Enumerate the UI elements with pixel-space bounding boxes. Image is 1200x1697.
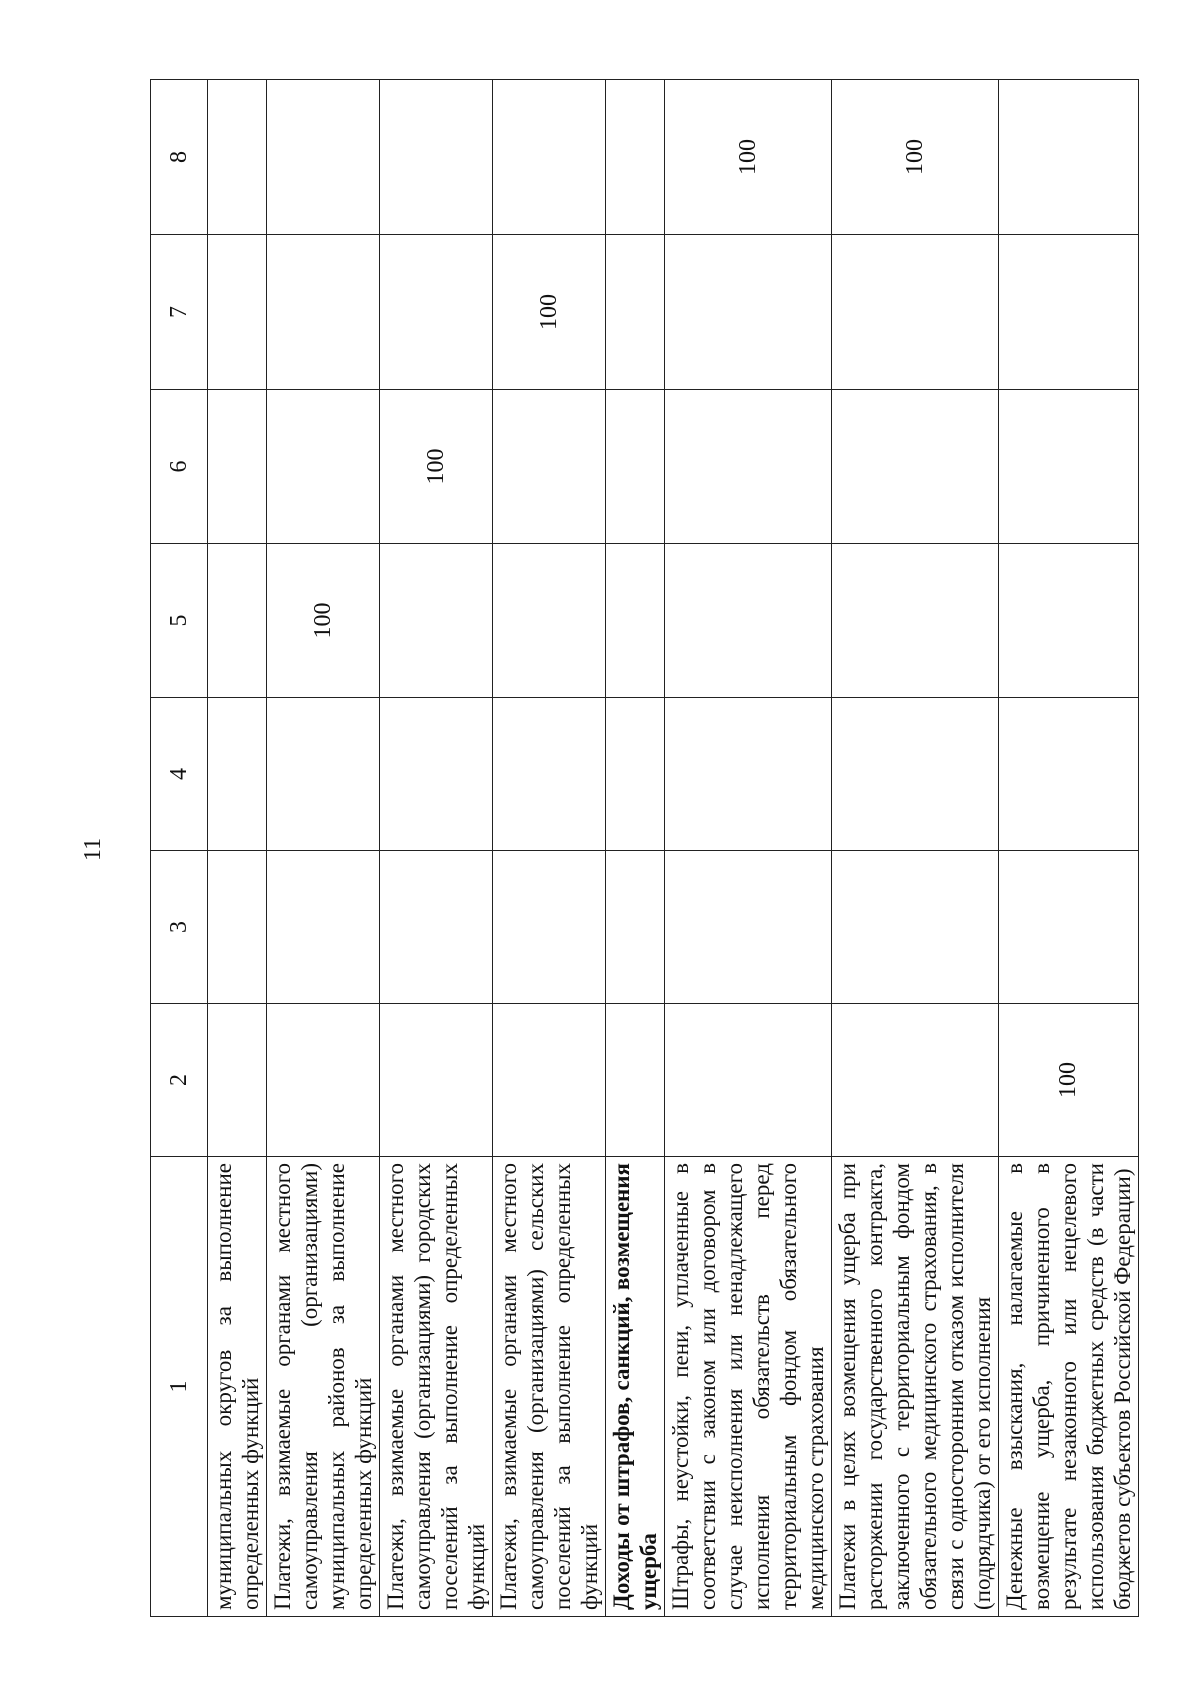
row-value-col-8 [999, 80, 1139, 235]
row-value-col-4 [665, 698, 832, 851]
row-value-col-8: 100 [832, 80, 999, 235]
column-header: 6 [151, 390, 208, 544]
row-value-col-8: 100 [665, 80, 832, 235]
row-description: Штрафы, неустойки, пени, уплаченные в соответствии с законом или договором в случае неисполнения или ненадлежащего исполнения обязательств перед территориальным фондом обязательного медицинского страхования [665, 1157, 832, 1617]
row-description: Платежи, взимаемые органами местного самоуправления (организациями) сельских поселений за выполнение определенных функций [493, 1157, 606, 1617]
row-value-col-8 [208, 80, 267, 235]
row-value-col-2 [606, 1004, 665, 1157]
row-value-col-2 [380, 1004, 493, 1157]
row-value-col-4 [380, 698, 493, 851]
row-value-col-6 [493, 390, 606, 544]
row-value-col-7 [606, 235, 665, 390]
row-value-col-4 [267, 698, 380, 851]
page-number: 11 [80, 837, 106, 861]
header-row [151, 80, 208, 1617]
row-value-col-8 [267, 80, 380, 235]
row-value-col-7 [999, 235, 1139, 390]
row-value-col-2 [208, 1004, 267, 1157]
table-row [606, 80, 665, 1617]
row-value-col-2 [267, 1004, 380, 1157]
row-value-col-8 [380, 80, 493, 235]
row-value-col-6 [208, 390, 267, 544]
row-value-col-5 [493, 544, 606, 698]
row-value-col-3 [665, 851, 832, 1004]
table-row [999, 80, 1139, 1617]
row-value-col-3 [606, 851, 665, 1004]
row-value-col-5 [665, 544, 832, 698]
row-value-col-2 [493, 1004, 606, 1157]
row-value-col-7 [208, 235, 267, 390]
row-description: Доходы от штрафов, санкций, возмещения ущерба [606, 1157, 665, 1617]
column-header: 7 [151, 235, 208, 390]
column-header: 1 [151, 1157, 208, 1617]
table-row [208, 80, 267, 1617]
row-value-col-3 [493, 851, 606, 1004]
row-value-col-7 [832, 235, 999, 390]
column-header: 5 [151, 544, 208, 698]
column-header: 4 [151, 698, 208, 851]
row-description: Платежи, взимаемые органами местного самоуправления (организациями) городских поселений за выполнение определенных функций [380, 1157, 493, 1617]
row-value-col-8 [606, 80, 665, 235]
column-header: 2 [151, 1004, 208, 1157]
row-value-col-7: 100 [493, 235, 606, 390]
row-value-col-6 [606, 390, 665, 544]
row-value-col-4 [832, 698, 999, 851]
table-row [832, 80, 999, 1617]
row-value-col-3 [208, 851, 267, 1004]
row-value-col-5: 100 [267, 544, 380, 698]
column-header: 3 [151, 851, 208, 1004]
table-row [493, 80, 606, 1617]
revenue-distribution-table [150, 79, 1139, 1617]
row-value-col-7 [267, 235, 380, 390]
row-value-col-4 [606, 698, 665, 851]
row-value-col-2: 100 [999, 1004, 1139, 1157]
row-value-col-6 [267, 390, 380, 544]
row-description: Денежные взыскания, налагаемые в возмещение ущерба, причиненного в результате незаконного или нецелевого использования бюджетных средств (в части бюджетов субъектов Российской Федерации) [999, 1157, 1139, 1617]
row-value-col-2 [665, 1004, 832, 1157]
row-description: Платежи в целях возмещения ущерба при расторжении государственного контракта, заключенного с территориальным фондом обязательного медицинского страхования, в связи с односторонним отказом исполнителя (подрядчика) от его исполнения [832, 1157, 999, 1617]
row-value-col-6: 100 [380, 390, 493, 544]
column-header: 8 [151, 80, 208, 235]
row-value-col-5 [208, 544, 267, 698]
row-value-col-3 [999, 851, 1139, 1004]
row-value-col-5 [999, 544, 1139, 698]
row-value-col-4 [493, 698, 606, 851]
table-row [380, 80, 493, 1617]
row-value-col-6 [665, 390, 832, 544]
row-value-col-5 [606, 544, 665, 698]
row-description: муниципальных округов за выполнение определенных функций [208, 1157, 267, 1617]
row-value-col-7 [380, 235, 493, 390]
row-description: Платежи, взимаемые органами местного самоуправления (организациями) муниципальных районов за выполнение определенных функций [267, 1157, 380, 1617]
row-value-col-6 [832, 390, 999, 544]
row-value-col-4 [999, 698, 1139, 851]
row-value-col-8 [493, 80, 606, 235]
row-value-col-5 [380, 544, 493, 698]
row-value-col-3 [267, 851, 380, 1004]
row-value-col-6 [999, 390, 1139, 544]
row-value-col-3 [380, 851, 493, 1004]
row-value-col-3 [832, 851, 999, 1004]
row-value-col-4 [208, 698, 267, 851]
row-value-col-5 [832, 544, 999, 698]
row-value-col-2 [832, 1004, 999, 1157]
row-value-col-7 [665, 235, 832, 390]
table-body [208, 80, 1139, 1617]
table-row [267, 80, 380, 1617]
table-row [665, 80, 832, 1617]
